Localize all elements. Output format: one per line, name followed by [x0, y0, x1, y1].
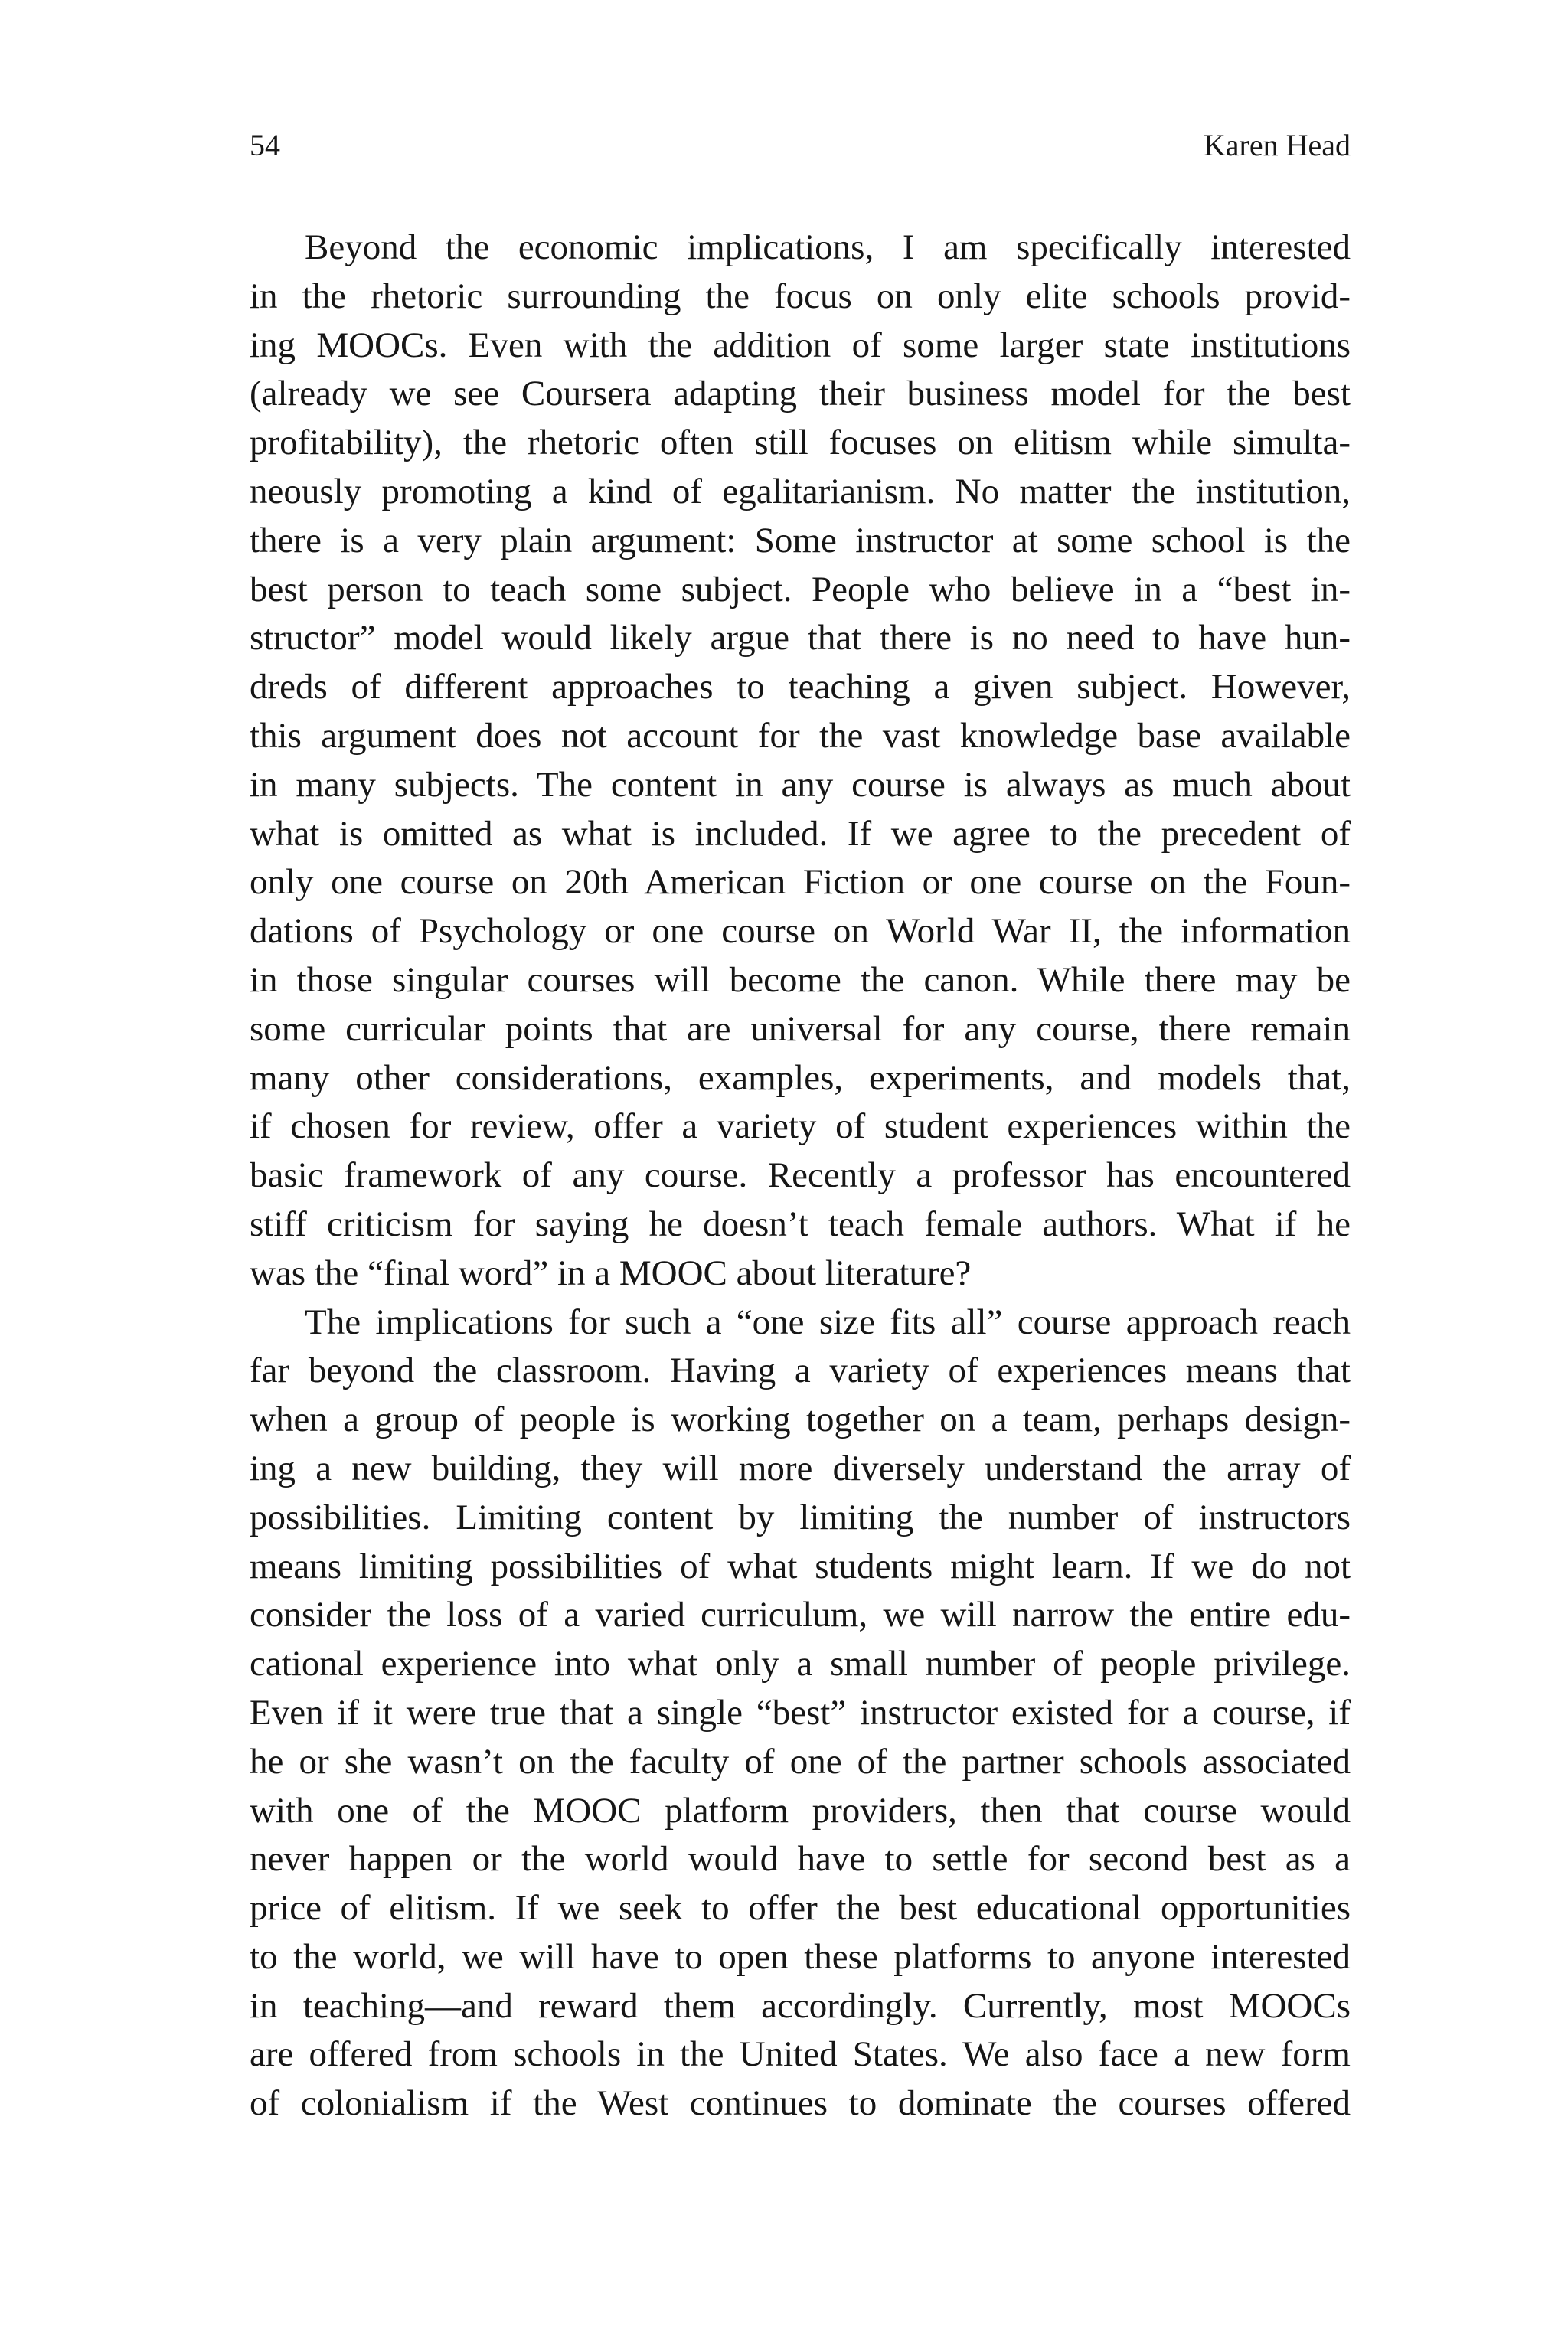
text-line: are offered from schools in the United States. We also face a new form	[250, 2034, 1351, 2075]
text-line: some curricular points that are universal for any course, there remain	[250, 1008, 1351, 1049]
text-line: what is omitted as what is included. If we agree to the precedent of	[250, 813, 1351, 854]
text-line: means limiting possibilities of what students might learn. If we do not	[250, 1546, 1351, 1586]
text-line: consider the loss of a varied curriculum, we will narrow the entire edu-	[250, 1595, 1351, 1635]
text-line: in those singular courses will become the canon. While there may be	[250, 959, 1351, 1000]
text-line: when a group of people is working together on a team, perhaps design-	[250, 1400, 1351, 1440]
text-line: far beyond the classroom. Having a variety of experiences means that	[250, 1351, 1351, 1391]
text-line: cational experience into what only a small number of people privilege.	[250, 1644, 1351, 1684]
text-line: best person to teach some subject. People who believe in a “best in-	[250, 569, 1351, 609]
text-line: Beyond the economic implications, I am specifically interested	[305, 227, 1351, 267]
text-line: stiff criticism for saying he doesn’t teach female authors. What if he	[250, 1204, 1351, 1244]
text-line: structor” model would likely argue that there is no need to have hun-	[250, 618, 1351, 658]
text-line: was the “final word” in a MOOC about literature?	[250, 1253, 972, 1293]
text-line: ing MOOCs. Even with the addition of some larger state institutions	[250, 325, 1351, 365]
text-line: many other considerations, examples, experiments, and models that,	[250, 1057, 1351, 1098]
text-line: never happen or the world would have to settle for second best as a	[250, 1839, 1351, 1880]
text-line: profitability), the rhetoric often still focuses on elitism while simulta-	[250, 423, 1351, 463]
text-line: he or she wasn’t on the faculty of one of the partner schools associated	[250, 1741, 1351, 1782]
running-head-author: Karen Head	[1203, 128, 1351, 162]
text-line: ing a new building, they will more diversely understand the array of	[250, 1448, 1351, 1488]
text-line: neously promoting a kind of egalitarianism. No matter the institution,	[250, 471, 1351, 511]
text-line: with one of the MOOC platform providers, then that course would	[250, 1790, 1351, 1831]
text-line: in many subjects. The content in any course is always as much about	[250, 764, 1351, 805]
text-line: of colonialism if the West continues to dominate the courses offered	[250, 2083, 1351, 2124]
text-line: in teaching—and reward them accordingly. Currently, most MOOCs	[250, 1985, 1351, 2026]
text-line: price of elitism. If we seek to offer the best educational opportunities	[250, 1888, 1351, 1929]
page-number: 54	[250, 128, 280, 162]
text-line: to the world, we will have to open these platforms to anyone interested	[250, 1936, 1351, 1977]
text-line: basic framework of any course. Recently a professor has encountered	[250, 1155, 1351, 1196]
running-head	[250, 122, 1351, 168]
text-line: there is a very plain argument: Some instructor at some school is the	[250, 520, 1351, 560]
text-line: if chosen for review, offer a variety of student experiences within the	[250, 1106, 1351, 1147]
text-line: dreds of different approaches to teaching a given subject. However,	[250, 667, 1351, 707]
text-line: this argument does not account for the vast knowledge base available	[250, 715, 1351, 756]
text-line: possibilities. Limiting content by limiting the number of instructors	[250, 1497, 1351, 1537]
text-line: The implications for such a “one size fits all” course approach reach	[305, 1302, 1351, 1342]
text-line: (already we see Coursera adapting their business model for the best	[250, 374, 1351, 414]
body-text	[250, 224, 1351, 2128]
text-line: only one course on 20th American Fiction or one course on the Foun-	[250, 862, 1351, 903]
text-line: Even if it were true that a single “best” instructor existed for a course, if	[250, 1692, 1351, 1733]
text-line: dations of Psychology or one course on World War II, the information	[250, 911, 1351, 952]
text-line: in the rhetoric surrounding the focus on only elite schools provid-	[250, 276, 1351, 316]
